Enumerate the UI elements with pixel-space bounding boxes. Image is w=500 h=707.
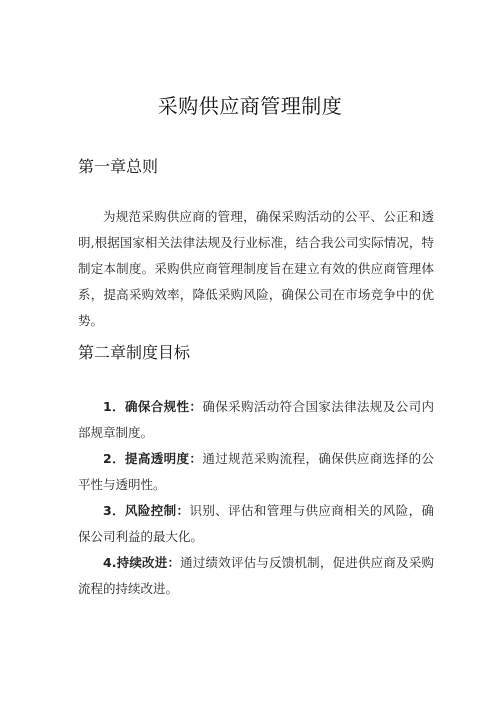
goal-label: 3．风险控制： [103, 503, 190, 518]
goal-text: 识别、评估和管理与供应商相关的风险，确保公司利益的最大化。 [78, 503, 434, 544]
chapter-1-paragraph-text: 为规范采购供应商的管理，确保采购活动的公平、公正和透明,根据国家相关法律法规及行业标准，结合我公司实际情况，特制定本制度。采购供应商管理制度旨在建立有效的供应商管理体系，提高采购效率，降低采购风险，确保公司在市场竞争中的优势。 [78, 209, 434, 328]
goal-item-transparency [78, 446, 434, 498]
goal-text: 确保采购活动符合国家法律法规及公司内部规章制度。 [78, 399, 434, 440]
chapter-1-heading: 第一章总则 [78, 157, 159, 176]
goal-text: 通过规范采购流程，确保供应商选择的公平性与透明性。 [78, 451, 434, 492]
goal-item-continuous-improvement [78, 550, 434, 602]
goal-label: 4.持续改进： [103, 555, 181, 570]
goal-label: 1．确保合规性： [103, 399, 203, 414]
goal-item-risk-control [78, 498, 434, 550]
document-title: 采购供应商管理制度 [157, 94, 343, 118]
goal-label: 2．提高透明度： [103, 451, 203, 466]
chapter-1-paragraph [78, 204, 434, 334]
goal-item-compliance [78, 394, 434, 446]
chapter-2-heading: 第二章制度目标 [78, 343, 191, 362]
goal-text: 通过绩效评估与反馈机制，促进供应商及采购流程的持续改进。 [78, 555, 434, 596]
